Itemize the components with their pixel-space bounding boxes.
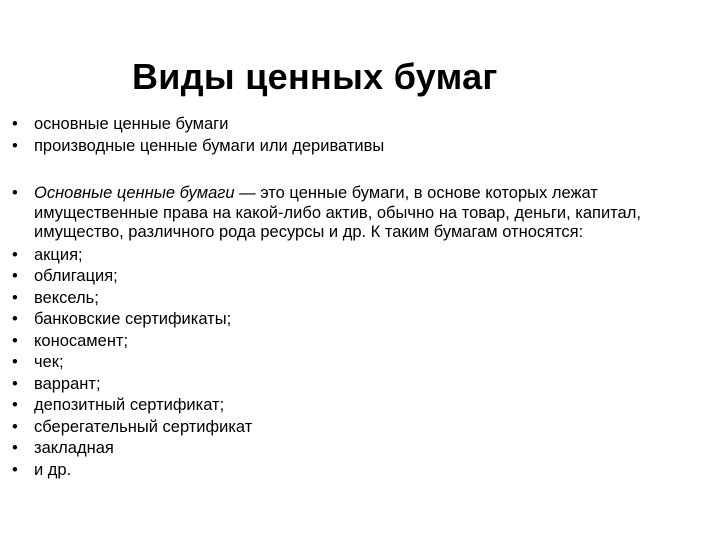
list-item-text: банковские сертификаты; [34,310,232,328]
list-item-text: коносамент; [34,331,129,350]
list-item [12,438,712,460]
list-item [12,331,712,353]
bullet-icon: • [12,136,18,155]
bullet-icon: • [12,245,18,264]
list-item [12,352,712,374]
bullet-icon: • [12,460,18,479]
list-item-text: чек; [34,353,64,371]
bullet-icon: • [12,331,18,350]
list-item-text: основные ценные бумаги [34,115,229,133]
definition-text: — это ценные бумаги, в основе которых лежат имущественные права на какой-либо актив, обычно на товар, деньги, капитал, имущество, различного рода ресурсы и др. К таким бумагам относятся: [34,184,641,241]
list-item-text: акция; [34,245,83,264]
list-item-text: депозитный сертификат; [34,396,225,414]
bullet-icon: • [12,417,18,436]
definition-term: Основные ценные бумаги [34,184,235,202]
list-item [12,309,712,331]
securities-list [12,184,712,481]
bullet-icon: • [12,353,18,371]
bullet-icon: • [12,439,18,457]
bullet-icon: • [12,396,18,414]
list-item [12,395,712,417]
list-item [12,288,712,310]
bullet-icon: • [12,374,18,393]
list-item-text: облигация; [34,267,118,285]
types-list [12,114,712,157]
definition-item [12,184,712,243]
list-item [12,136,712,158]
list-item [12,460,712,482]
list-item [12,266,712,288]
list-item [12,245,712,267]
list-item-text: вексель; [34,288,99,307]
list-item [12,114,712,136]
list-item [12,374,712,396]
list-item-text: закладная [34,439,114,457]
bullet-icon: • [12,115,18,133]
list-item [12,417,712,439]
list-item-text: и др. [34,460,72,479]
bullet-icon: • [12,288,18,307]
bullet-icon: • [12,310,18,328]
list-item-text: производные ценные бумаги или деривативы [34,136,385,155]
bullet-icon: • [12,184,18,202]
list-item-text: сберегательный сертификат [34,417,253,436]
list-item-text: варрант; [34,374,101,393]
slide-title: Виды ценных бумаг [132,56,498,97]
bullet-icon: • [12,267,18,285]
